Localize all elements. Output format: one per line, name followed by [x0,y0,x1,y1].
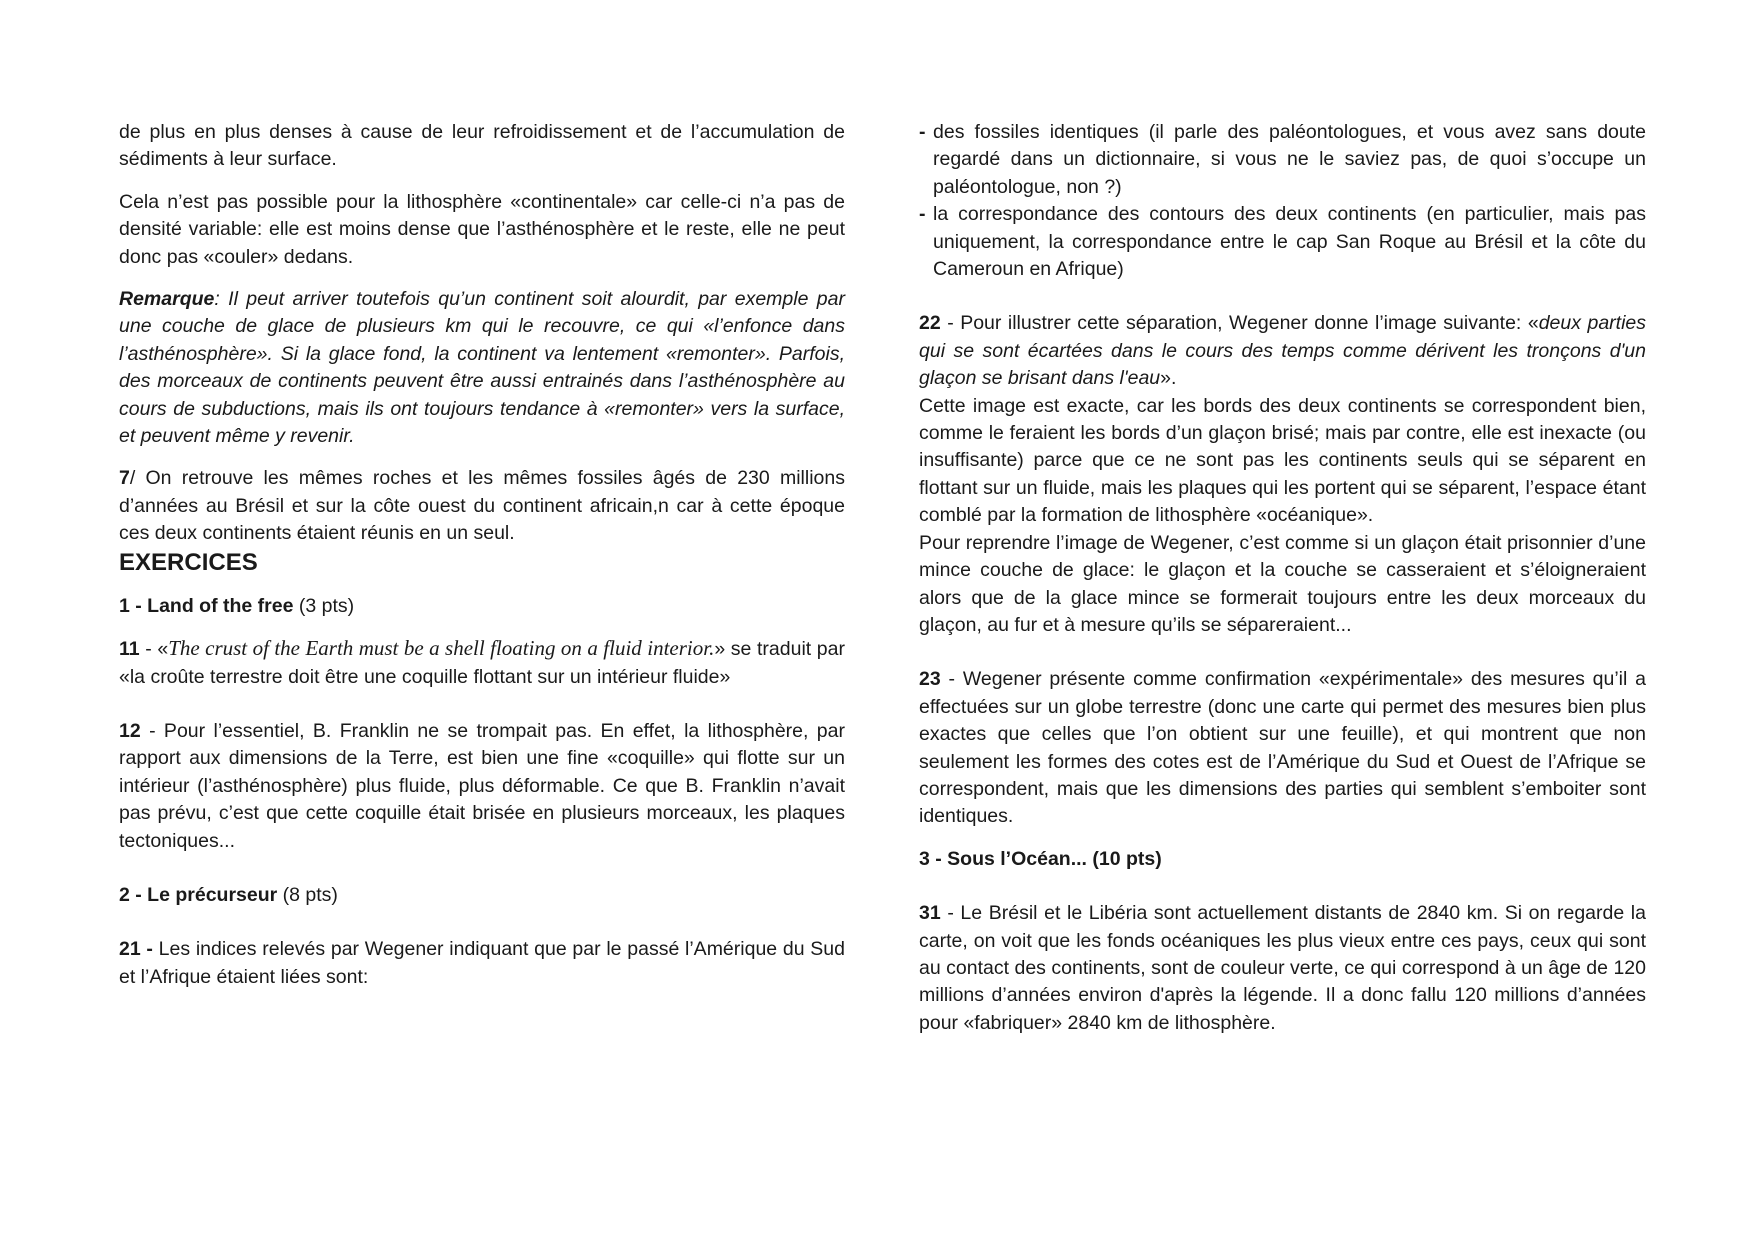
left-column [119,119,845,991]
remark-paragraph [119,286,845,450]
answer-22-number: 22 [919,312,941,335]
exercise-1-label: 1 - Land of the free [119,594,294,617]
answer-31-text: - Le Brésil et le Libéria sont actuellement distants de 2840 km. Si on regarde la carte, on voit que les fonds océaniques les plus vieux entre ces pays, ceux qui sont au contact des continents, sont de couleur verte, ce qui correspond à un âge de 120 millions d’années environ d'après la légende. Il a donc fallu 120 millions d’années pour «fabriquer» 2840 km de lithosphère. [919,902,1646,1034]
answer-11-translation: » se traduit par «la croûte terrestre doit être une coquille flottant sur un intérieur fluide» [119,638,845,688]
answer-12-text: - Pour l’essentiel, B. Franklin ne se trompait pas. En effet, la lithosphère, par rapport aux dimensions de la Terre, est bien une fine «coquille» qui flotte sur un intérieur (l’asthénosphère) plus fluide, plus déformable. Ce que B. Franklin n’avait pas prévu, c’est que cette coquille était brisée en plusieurs morceaux, les plaques tectoniques... [119,719,845,852]
answer-12-number: 12 [119,719,141,742]
answer-22-prefix: - Pour illustrer cette séparation, Wegener donne l’image suivante: « [940,312,1539,335]
answer-11-quote: The crust of the Earth must be a shell floating on a fluid interior. [168,636,715,661]
paragraph-density: de plus en plus denses à cause de leur refroidissement et de l’accumulation de sédiments à leur surface. [119,121,845,171]
answer-22-explanation: Cette image est exacte, car les bords des deux continents se correspondent bien, comme le feraient les bords d’un glaçon brisé; mais par contre, elle est inexacte (ou insuffisante) parce que ce ne sont pas les continents seuls qui se séparent en flottant sur un fluide, mais les plaques qui les portent qui se séparent, l’espace étant comblé par la formation de lithosphère «océanique». [919,394,1646,527]
remark-label: Remarque [119,288,215,311]
exercise-2-label: 2 - Le précurseur [119,883,278,906]
answer-22-quote: deux parties qui se sont écartées dans le cours des temps comme dérivent les tronçons d'un glaçon se brisant dans l'eau [919,312,1647,390]
answer-31-number: 31 [919,902,941,925]
exercise-3-title [919,846,1646,873]
answer-7-text: / On retrouve les mêmes roches et les mêmes fossiles âgés de 230 millions d’années au Brésil et sur la côte ouest du continent africain,n car à cette époque ces deux continents étaient réunis en un seul. [119,467,845,545]
list-item-fossils-text: des fossiles identiques (il parle des paléontologues, et vous avez sans doute regardé dans un dictionnaire, si vous ne le saviez pas, de quoi s’occupe un paléontologue, non ?) [933,121,1646,198]
exercise-1-points: (3 pts) [293,594,355,617]
answer-23-number: 23 [919,668,941,691]
answer-11 [119,635,845,691]
answer-22 [919,310,1646,392]
answer-7 [119,465,845,547]
answer-31 [919,900,1646,1037]
answer-22-suffix: ». [1160,367,1177,390]
exercise-2-title [119,882,845,909]
answer-23-text: - Wegener présente comme confirmation «expérimentale» des mesures qu’il a effectuées sur un globe terrestre (donc une carte qui permet des mesures bien plus exactes que celles que l’on obtient sur une feuille), et qui montrent que non seulement les formes des cotes est de l’Amérique du Sud et Ouest de l’Afrique se correspondent, mais que les dimensions des parties qui semblent s’emboiter sont identiques. [919,668,1646,828]
answer-21-number: 21 - [119,938,153,961]
list-item-fossils [919,119,1646,201]
bullet-dash: - [919,121,926,143]
exercise-3-label: 3 - Sous l’Océan... (10 pts) [919,847,1162,870]
answer-11-prefix: - « [139,638,169,661]
answer-23 [919,666,1646,830]
paragraph-continental-lithosphere: Cela n’est pas possible pour la lithosphère «continentale» car celle-ci n’a pas de densité variable: elle est moins dense que l’asthénosphère et le reste, elle ne peut donc pas «couler» dedans. [119,190,845,268]
exercise-1-title [119,593,845,620]
bullet-dash: - [919,203,926,226]
answer-12 [119,718,845,855]
answer-7-number: 7 [119,467,130,490]
list-item-contours-text: la correspondance des contours des deux continents (en particulier, mais pas uniquement, la correspondance entre le cap San Roque au Brésil et la côte du Cameroun en Afrique) [933,203,1646,281]
list-item-contours [919,201,1646,283]
answer-11-number: 11 [119,638,140,661]
exercise-2-points: (8 pts) [277,883,338,906]
answer-21-text: Les indices relevés par Wegener indiquant que par le passé l’Amérique du Sud et l’Afrique étaient liées sont: [119,938,845,988]
exercices-heading: EXERCICES [119,548,258,576]
remark-text: : Il peut arriver toutefois qu’un continent soit alourdit, par exemple par une couche de glace de plusieurs km qui le recouvre, ce qui «l’enfonce dans l’asthénosphère». Si la glace fond, la continent va lentement «remonter». Parfois, des morceaux de continents peuvent être aussi entrainés dans l’asthénosphère au cours de subductions, mais ils ont toujours tendance à «remonter» vers la surface, et peuvent même y revenir. [119,288,845,448]
answer-21 [119,936,845,991]
answer-22-analogy: Pour reprendre l’image de Wegener, c’est comme si un glaçon était prisonnier d’une mince couche de glace: le glaçon et la couche se casseraient et s’éloigneraient alors que de la glace mince se formerait toujours entre les deux morceaux du glaçon, au fur et à mesure qu’ils se sépareraient... [919,531,1646,636]
right-column [919,119,1646,1037]
